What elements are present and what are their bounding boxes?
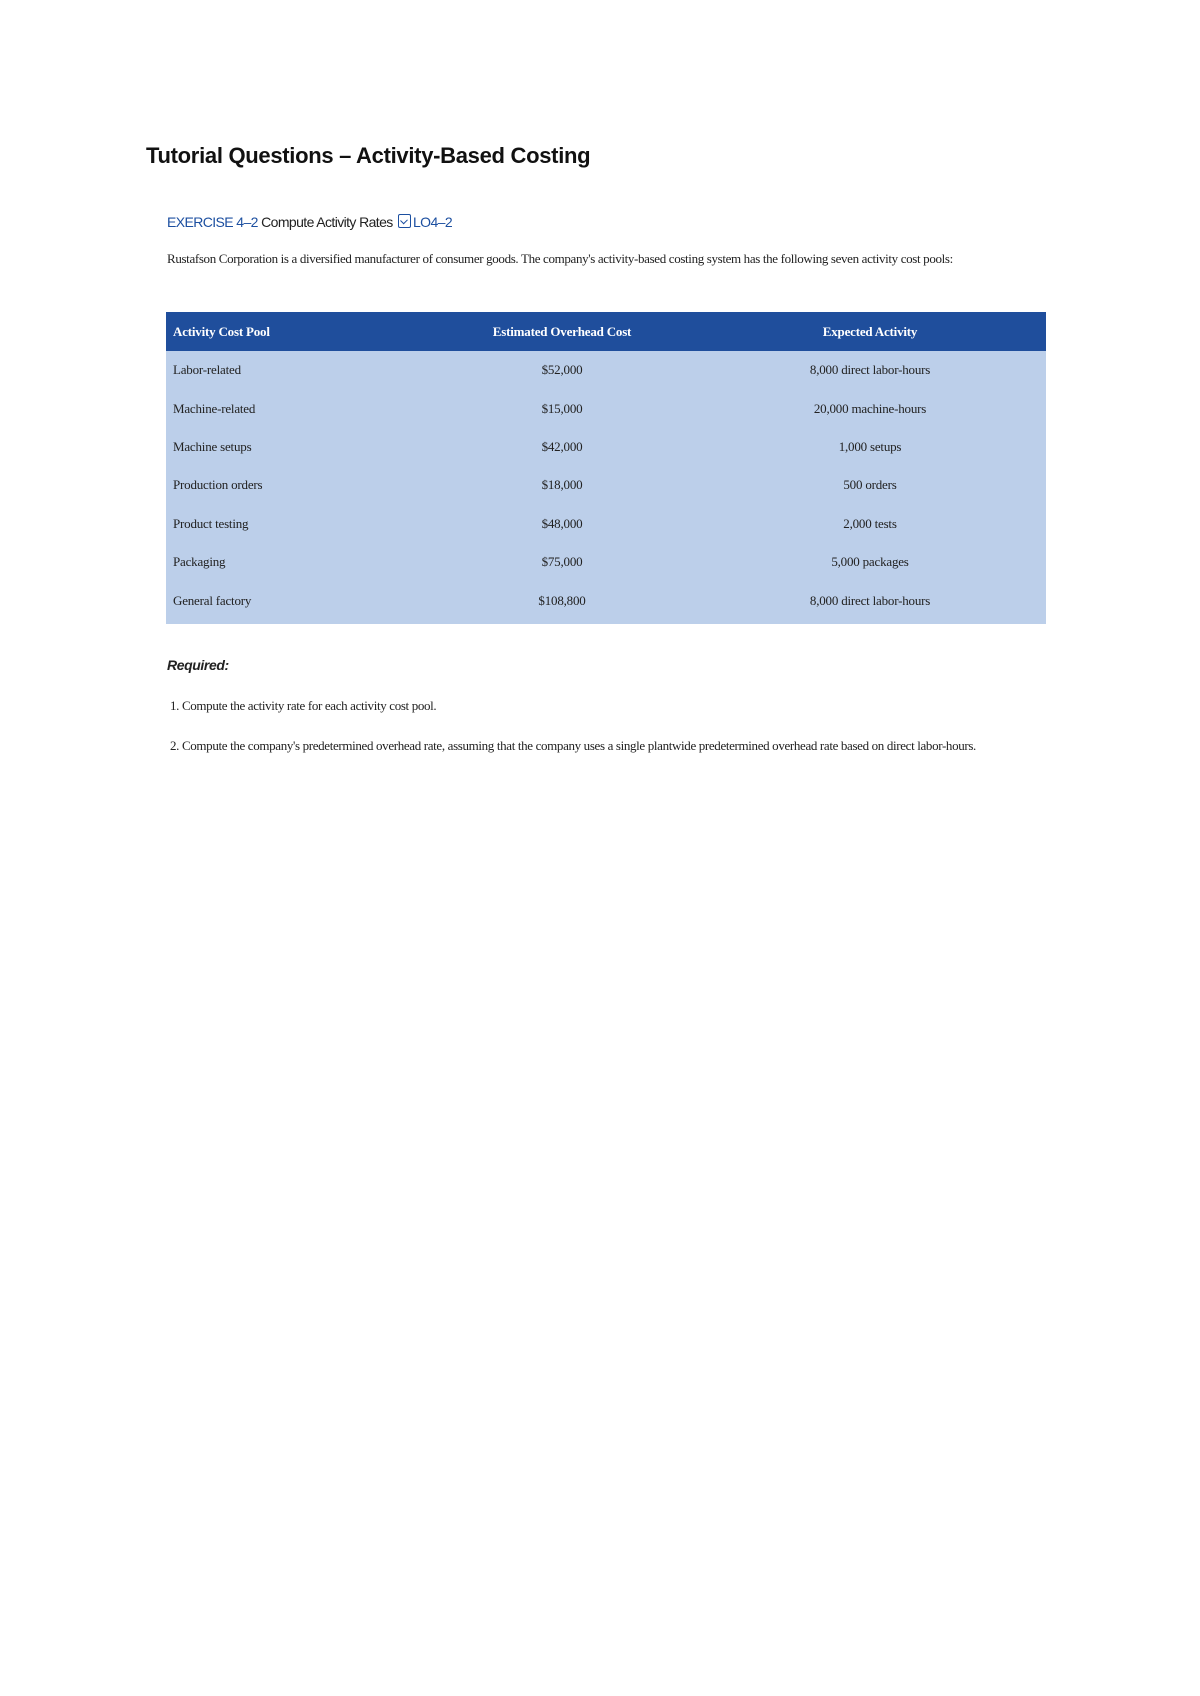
table-row [166, 543, 1046, 581]
table-header-row [166, 312, 1046, 351]
cell-estimated-overhead-cost: $75,000 [541, 554, 583, 570]
learning-objective: LO4–2 [412, 214, 453, 230]
cell-activity-cost-pool: Machine setups [173, 438, 252, 454]
cell-estimated-overhead-cost: $52,000 [541, 362, 583, 378]
cell-expected-activity: 8,000 direct labor-hours [809, 592, 931, 608]
table-row [166, 581, 1046, 623]
cell-expected-activity: 20,000 machine-hours [813, 400, 927, 416]
table-row [166, 505, 1046, 543]
page-title: Tutorial Questions – Activity-Based Costing [146, 143, 591, 168]
cell-estimated-overhead-cost: $42,000 [541, 438, 583, 454]
required-label: Required: [167, 657, 229, 673]
cell-expected-activity: 500 orders [843, 477, 897, 493]
header-activity-cost-pool: Activity Cost Pool [166, 312, 430, 351]
cell-expected-activity: 2,000 tests [843, 515, 897, 531]
header-estimated-overhead-cost: Estimated Overhead Cost [430, 312, 694, 351]
exercise-heading [167, 214, 452, 230]
required-item: 1. Compute the activity rate for each activity cost pool. [170, 698, 437, 713]
cell-estimated-overhead-cost: $18,000 [541, 477, 583, 493]
header-expected-activity: Expected Activity [694, 312, 1046, 351]
activity-cost-table [166, 312, 1046, 624]
cell-estimated-overhead-cost: $15,000 [541, 400, 583, 416]
cell-estimated-overhead-cost: $48,000 [541, 515, 583, 531]
cell-activity-cost-pool: General factory [173, 592, 252, 608]
excel-icon[interactable] [398, 214, 411, 228]
intro-text: Rustafson Corporation is a diversified manufacturer of consumer goods. The company's activity-based costing system has the following seven activity cost pools: [167, 251, 953, 266]
cell-activity-cost-pool: Labor-related [173, 362, 241, 378]
cell-estimated-overhead-cost: $108,800 [538, 592, 586, 608]
cell-expected-activity: 1,000 setups [838, 438, 902, 454]
cell-activity-cost-pool: Machine-related [173, 400, 256, 416]
table-row [166, 466, 1046, 504]
required-item: 2. Compute the company's predetermined overhead rate, assuming that the company uses a single plantwide predetermined overhead rate based on direct labor-hours. [170, 738, 976, 753]
cell-activity-cost-pool: Product testing [173, 515, 249, 531]
table-row [166, 389, 1046, 427]
cell-expected-activity: 8,000 direct labor-hours [809, 362, 931, 378]
exercise-name: Compute Activity Rates [261, 214, 393, 230]
exercise-code: EXERCISE 4–2 [167, 214, 258, 230]
cell-activity-cost-pool: Production orders [173, 477, 263, 493]
cell-activity-cost-pool: Packaging [173, 554, 226, 570]
cell-expected-activity: 5,000 packages [831, 554, 909, 570]
table-row [166, 351, 1046, 389]
table-row [166, 428, 1046, 466]
